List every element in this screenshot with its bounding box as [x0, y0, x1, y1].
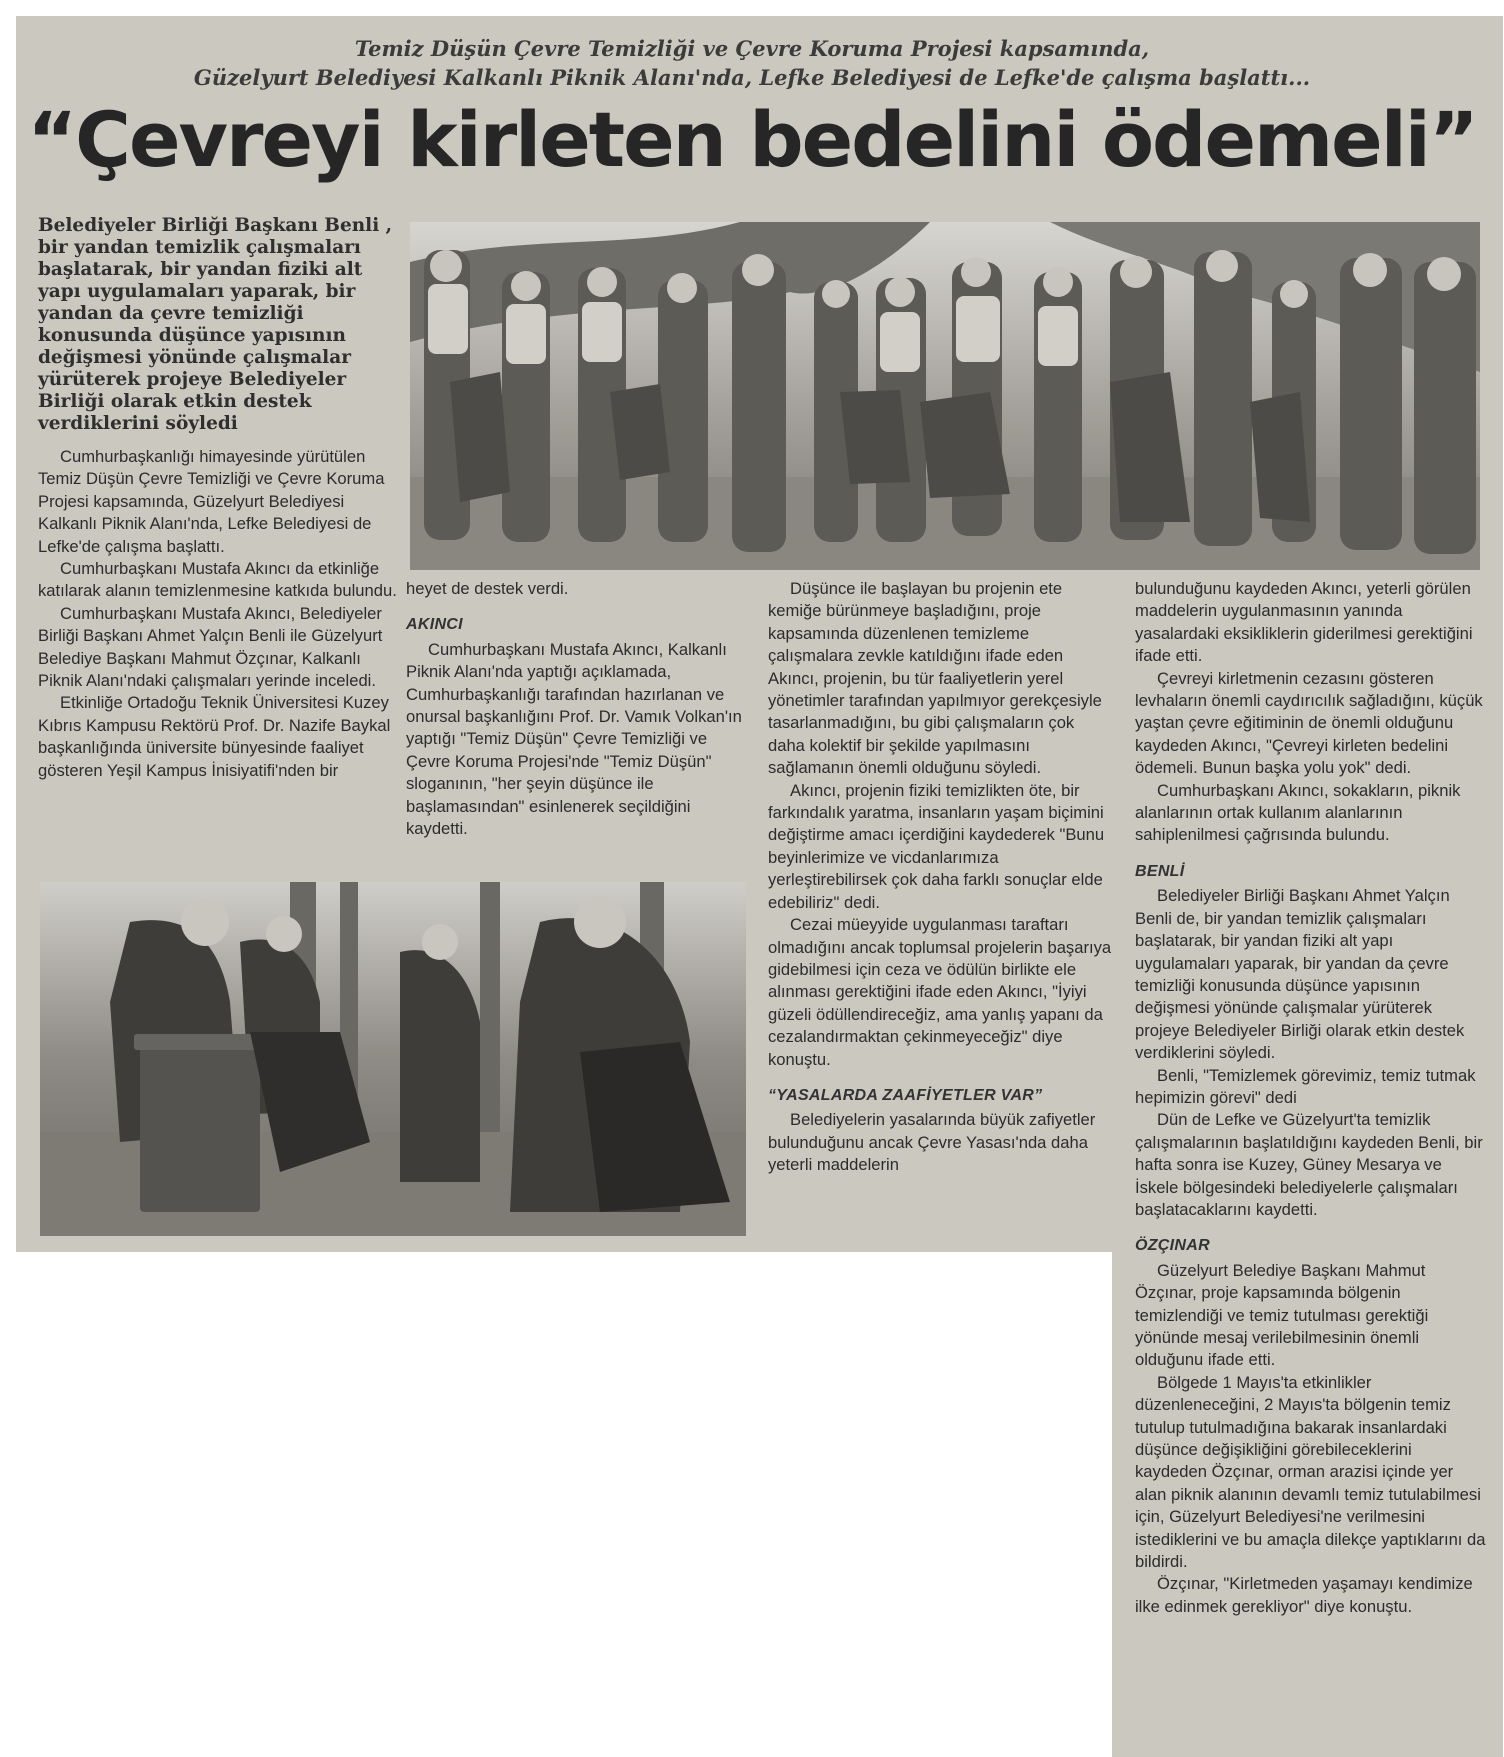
col4-continuation: bulunduğunu kaydeden Akıncı, yeterli görülen maddelerin uygulanmasının yanında yasalardaki eksikliklerin giderilmesi gerektiğini ifade etti.: [1135, 579, 1473, 666]
col1-paragraph-1: Cumhurbaşkanlığı himayesinde yürütülen Temiz Düşün Çevre Temizliği ve Çevre Koruma Projesi kapsamında, Güzelyurt Belediyesi Kalkanlı Piknik Alanı'nda, Lefke Belediyesi de Lefke'de çalışma başlattı.: [38, 447, 385, 556]
col1-paragraph-2: Cumhurbaşkanı Mustafa Akıncı da etkinliğe katılarak alanın temizlenmesine katkıda bulundu.: [38, 559, 397, 601]
col1-paragraph-3: Cumhurbaşkanı Mustafa Akıncı, Belediyeler Birliği Başkanı Ahmet Yalçın Benli ile Güzelyurt Belediye Başkanı Mahmut Özçınar, Kalkanlı Piknik Alanı'ndaki çalışmaları yerinde inceledi.: [38, 603, 383, 691]
cleanup-photo: [40, 882, 746, 1236]
column-3: [768, 578, 1112, 1177]
column-1: [38, 446, 398, 782]
lead-paragraph: Belediyeler Birliği Başkanı Benli , bir yandan temizlik çalışmaları başlatarak, bir yandan fiziki alt yapı uygulamaları yaparak, bir yandan da çevre temizliği konusunda düşünce yapısının değişmesi yönünde çalışmalar yürüterek projeye Belediyeler Birliği olarak etkin destek verdiklerini söyledi: [38, 215, 393, 434]
col3-paragraph-4: Belediyelerin yasalarında büyük zafiyetler bulunduğunu ancak Çevre Yasası'nda daha yeterli maddelerin: [768, 1110, 1096, 1175]
col3-paragraph-1: Düşünce ile başlayan bu projenin ete kemiğe bürünmeye başladığını, proje kapsamında düzenlenen temizleme çalışmalara zevkle katıldığını ifade eden Akıncı, projenin, bu tür faaliyetlerin yerel yönetimler tarafından yapılmıyor gerekçesiyle tasarlanmadığını, bu gibi çalışmaların çok daha kolektif bir şekilde yapılmasını sağlamanın önemli olduğunu söyledi.: [768, 579, 1102, 778]
col4-paragraph-2: Cumhurbaşkanı Akıncı, sokakların, piknik alanlarının ortak kullanım alanlarının sahiplenilmesi çağrısında bulundu.: [1135, 780, 1461, 845]
column-4: [1135, 578, 1487, 1618]
col4-paragraph-1: Çevreyi kirletmenin cezasını gösteren levhaların önemli caydırıcılık sağladığını, küçük yaştan çevre eğitiminin de önemli olduğunu kaydeden Akıncı, "Çevreyi kirleten bedelini ödemeli. Bunun başka yolu yok" dedi.: [1135, 668, 1483, 778]
col2-paragraph-1: Cumhurbaşkanı Mustafa Akıncı, Kalkanlı Piknik Alanı'nda yaptığı açıklamada, Cumhurbaşkanlığı tarafından hazırlanan ve onursal başkanlığını Prof. Dr. Vamık Volkan'ın yaptığı "Temiz Düşün" Çevre Temizliği ve Çevre Koruma Projesi'nde "Temiz Düşün" sloganının, "her şeyin düşünce ile başlamasından" esinlenerek seçildiğini kaydetti.: [406, 639, 742, 839]
column-2: [406, 578, 744, 840]
col3-paragraph-3: Cezai müeyyide uygulanması taraftarı olmadığını ancak toplumsal projelerin başarıya gidebilmesi için ceza ve ödülün birlikte ele alınması gerektiğini ifade eden Akıncı, "İyiyi güzeli ödüllendireceğiz, ama yanlış yapanı da cezalandırmaktan çekinmeyeceğiz" diye konuştu.: [768, 915, 1112, 1069]
col4-paragraph-5: Dün de Lefke ve Güzelyurt'ta temizlik çalışmalarının başlatıldığını kaydeden Benli, bir hafta sonra ise Kuzey, Güney Mesarya ve İskele bölgesindeki belediyelerle çalışmaları başlatacaklarını kaydetti.: [1135, 1110, 1483, 1219]
subheading-yasalarda: “YASALARDA ZAAFİYETLER VAR”: [768, 1086, 1043, 1104]
headline: “Çevreyi kirleten bedelini ödemeli”: [27, 95, 1477, 184]
kicker: [0, 34, 1504, 92]
col4-paragraph-6: Güzelyurt Belediye Başkanı Mahmut Özçınar, proje kapsamında bölgenin temizlendiği ve temiz tutulması gerektiği yönünde mesaj verilebilmesinin önemli olduğunu ifade etti.: [1135, 1260, 1429, 1370]
kicker-line-2: Güzelyurt Belediyesi Kalkanlı Piknik Alanı'nda, Lefke Belediyesi de Lefke'de çalışma başlattı...: [193, 65, 1311, 90]
col4-paragraph-4: Benli, "Temizlemek görevimiz, temiz tutmak hepimizin görevi" dedi: [1135, 1065, 1476, 1107]
col2-continuation: heyet de destek verdi.: [406, 579, 569, 598]
subheading-akinci: AKINCI: [406, 616, 463, 634]
col4-paragraph-8: Özçınar, "Kirletmeden yaşamayı kendimize ilke edinmek gerekliyor" diye konuştu.: [1135, 1574, 1473, 1616]
kicker-line-1: Temiz Düşün Çevre Temizliği ve Çevre Koruma Projesi kapsamında,: [354, 36, 1150, 61]
subheading-ozcinar: ÖZÇINAR: [1135, 1237, 1210, 1255]
subheading-benli: BENLİ: [1135, 862, 1185, 880]
col1-paragraph-4: Etkinliğe Ortadoğu Teknik Üniversitesi Kuzey Kıbrıs Kampusu Rektörü Prof. Dr. Nazife Baykal başkanlığında üniversite bünyesinde faaliyet gösteren Yeşil Kampus İnisiyatifi'nden bir: [38, 693, 391, 780]
group-photo: [410, 222, 1480, 570]
col4-paragraph-3: Belediyeler Birliği Başkanı Ahmet Yalçın Benli de, bir yandan temizlik çalışmaları başlatarak, bir yandan fiziki alt yapı uygulamaları yaparak, bir yandan da çevre temizliği konusunda düşünce yapısının değişmesi yönünde çalışmalar yürüterek projeye Belediyeler Birliği olarak etkin destek verdiklerini söyledi.: [1135, 886, 1465, 1063]
col3-paragraph-2: Akıncı, projenin fiziki temizlikten öte, bir farkındalık yaratma, insanların yaşam biçimini değiştirme amacı içerdiğini kaydederek "Bunu beyinlerimize ve vicdanlarımıza yerleştirebilirsek çok daha farklı sonuçlar elde edebiliriz" dedi.: [768, 780, 1105, 912]
col4-paragraph-7: Bölgede 1 Mayıs'ta etkinlikler düzenleneceğini, 2 Mayıs'ta bölgenin temiz tutulup tutulmadığına bakarak insanlardaki düşünce değişikliğini görebileceklerini kaydeden Özçınar, orman arazisi içinde yer alan piknik alanının devamlı temiz tutulabilmesi için, Güzelyurt Belediyesi'ne verilmesini istediklerini ve bu amaçla dilekçe yaptıklarını da bildirdi.: [1135, 1372, 1486, 1572]
